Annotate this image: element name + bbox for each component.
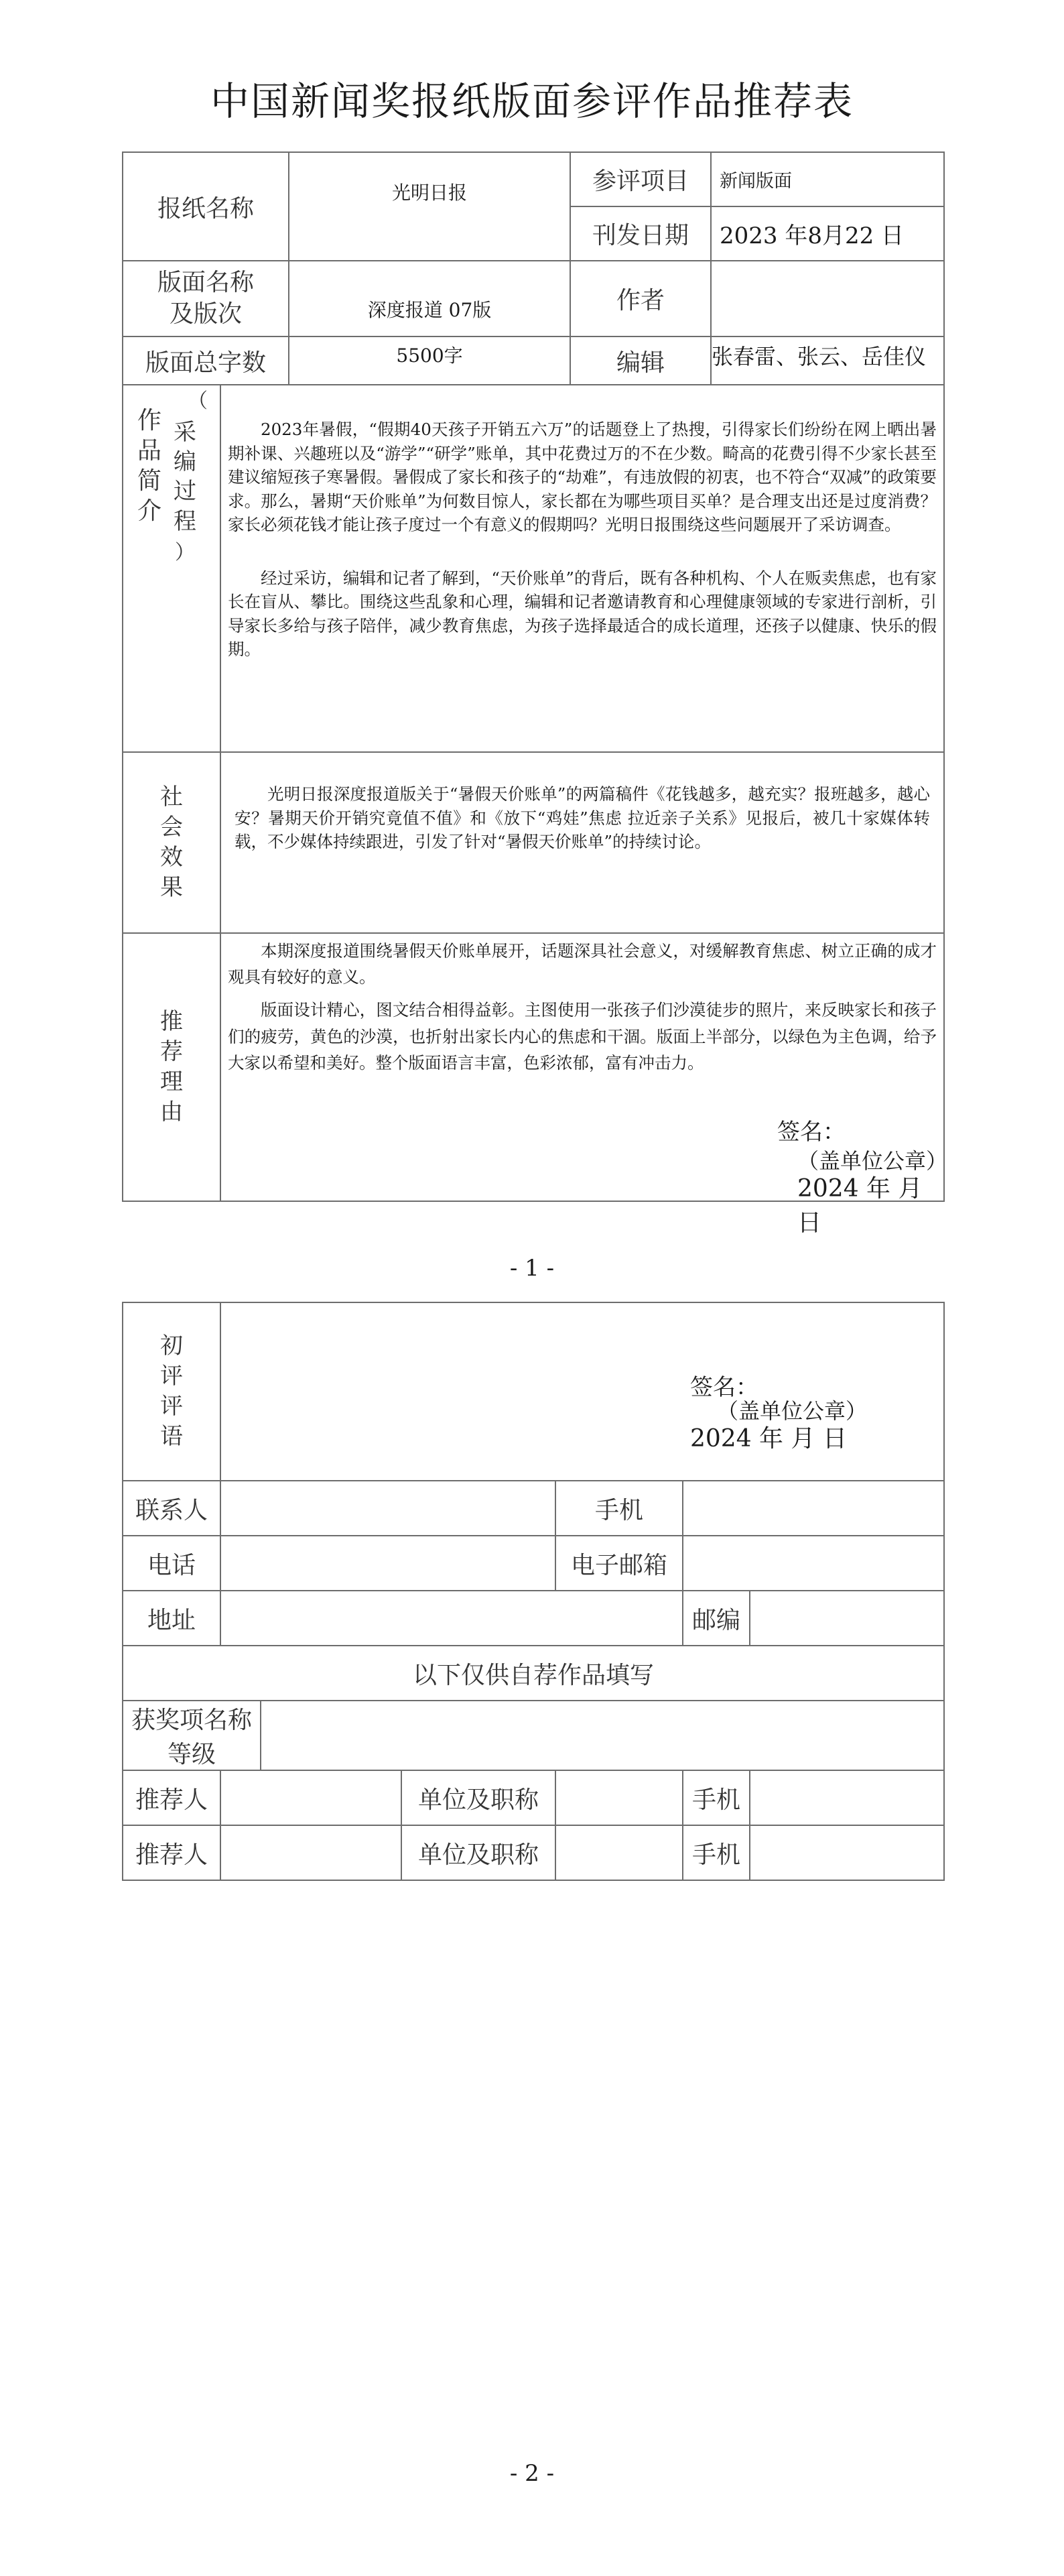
page-number-1: - 1 - <box>509 1255 555 1282</box>
date-label: 刊发日期 <box>570 206 711 261</box>
reason-content <box>220 933 948 1237</box>
category-label: 参评项目 <box>570 152 711 206</box>
mobile-value <box>683 1481 944 1536</box>
contact-table <box>122 1302 945 1881</box>
intro-label-sub: 采编过程 <box>174 419 196 535</box>
intro-content <box>220 385 944 752</box>
sign-date: 2024 年 月 日 <box>797 1175 923 1237</box>
phone-label: 电话 <box>123 1536 220 1591</box>
postcode-label: 邮编 <box>683 1591 750 1646</box>
phone-value <box>220 1536 555 1591</box>
effect-paragraph: 光明日报深度报道版关于“暑假天价账单”的两篇稿件《花钱越多，越充实？报班越多，越心安？暑期天价开销究竟值不值》和《放下“鸡娃”焦虑 拉近亲子关系》见报后，被几十家媒体转载，不少媒体持续跟进，引发了针对“暑假天价账单”的持续讨论。 <box>235 784 931 852</box>
award-label: 获奖项名称等级 <box>123 1701 261 1770</box>
newspaper-name-label: 报纸名称 <box>123 152 289 261</box>
intro-label-paren-close: ） <box>175 541 195 564</box>
address-label: 地址 <box>123 1591 220 1646</box>
effect-label <box>123 752 220 933</box>
newspaper-name-value: 光明日报 <box>289 152 570 261</box>
recommender-1-mobile-value <box>750 1770 944 1825</box>
editor-label: 编辑 <box>570 336 711 385</box>
author-label: 作者 <box>570 261 711 336</box>
recommendation-table <box>122 151 948 1237</box>
recommender-2-mobile-value <box>750 1825 944 1880</box>
effect-label-text: 社会效果 <box>160 784 183 901</box>
editor-value: 张春雷、张云、岳佳仪 <box>711 336 944 385</box>
form-title: 中国新闻奖报纸版面参评作品推荐表 <box>210 78 854 124</box>
contact-value <box>220 1481 555 1536</box>
prelim-seal-note: （盖单位公章） <box>717 1398 868 1424</box>
award-value <box>261 1701 944 1770</box>
reason-paragraph-2: 版面设计精心，图文结合相得益彰。主图使用一张孩子们沙漠徒步的照片，来反映家长和孩子们的疲劳，黄色的沙漠，也折射出家长内心的焦虑和干涸。版面上半部分，以绿色为主色调，给予大家以希望和美好。整个版面语言丰富，色彩浓郁，富有冲击力。 <box>228 1000 937 1072</box>
recommender-2-label: 推荐人 <box>123 1825 220 1880</box>
author-value <box>711 261 944 336</box>
recommender-1-unit-label: 单位及职称 <box>401 1770 555 1825</box>
recommender-1-unit-value <box>555 1770 683 1825</box>
recommender-1-value <box>220 1770 401 1825</box>
page-name-label <box>123 261 289 336</box>
prelim-label-text: 初评评语 <box>160 1333 183 1450</box>
mobile-label: 手机 <box>555 1481 683 1536</box>
intro-label-paren-open: （ <box>188 389 208 413</box>
signature-label: 签名： <box>777 1119 846 1146</box>
page-number-2: - 2 - <box>509 2460 555 2487</box>
prelim-signature-label: 签名： <box>690 1374 758 1401</box>
self-recommend-note: 以下仅供自荐作品填写 <box>123 1646 944 1701</box>
intro-paragraph-1: 2023年暑假，“假期40天孩子开销五六万”的话题登上了热搜，引得家长们纷纷在网上晒出暑期补课、兴趣班以及“游学”“研学”账单，其中花费过万的不在少数。畸高的花费引得不少家长甚至建议缩短孩子寒暑假。暑假成了家长和孩子的“劫难”，有违放假的初衷，也不符合“双减”的政策要求。那么，暑期“天价账单”为何数目惊人，家长都在为哪些项目买单？是合理支出还是过度消费？家长必须花钱才能让孩子度过一个有意义的假期吗？光明日报围绕这些问题展开了采访调查。 <box>228 420 937 535</box>
word-count-value: 5500字 <box>289 336 570 385</box>
page-name-label-line1: 版面名称 <box>157 269 255 297</box>
reason-paragraph-1: 本期深度报道围绕暑假天价账单展开，话题深具社会意义，对缓解教育焦虑、树立正确的成才观具有较好的意义。 <box>228 941 937 987</box>
prelim-label <box>123 1302 220 1481</box>
recommender-2-unit-value <box>555 1825 683 1880</box>
recommender-1-mobile-label: 手机 <box>683 1770 750 1825</box>
recommender-2-unit-label: 单位及职称 <box>401 1825 555 1880</box>
seal-note: （盖单位公章） <box>797 1148 948 1174</box>
word-count-label: 版面总字数 <box>123 336 289 385</box>
recommender-2-value <box>220 1825 401 1880</box>
recommender-2-mobile-label: 手机 <box>683 1825 750 1880</box>
recommender-1-label: 推荐人 <box>123 1770 220 1825</box>
intro-label <box>123 385 220 752</box>
contact-label: 联系人 <box>123 1481 220 1536</box>
address-value <box>220 1591 683 1646</box>
category-value: 新闻版面 <box>711 152 944 206</box>
postcode-value <box>750 1591 944 1646</box>
email-value <box>683 1536 944 1591</box>
intro-label-main: 作品简介 <box>137 407 161 525</box>
reason-label <box>123 933 220 1201</box>
prelim-comment <box>220 1302 944 1481</box>
email-label: 电子邮箱 <box>555 1536 683 1591</box>
intro-paragraph-2: 经过采访，编辑和记者了解到，“天价账单”的背后，既有各种机构、个人在贩卖焦虑，也有家长在盲从、攀比。围绕这些乱象和心理，编辑和记者邀请教育和心理健康领域的专家进行剖析，引导家长多给与孩子陪伴，减少教育焦虑，为孩子选择最适合的成长道理，还孩子以健康、快乐的假期。 <box>228 568 937 660</box>
page-name-value: 深度报道 07版 <box>289 261 570 336</box>
prelim-sign-date: 2024 年 月 日 <box>690 1425 847 1453</box>
page-name-label-line2: 及版次 <box>170 300 243 328</box>
reason-label-text: 推荐理由 <box>160 1008 183 1125</box>
effect-content <box>220 752 944 933</box>
date-value: 2023 年8月22 日 <box>711 206 944 261</box>
